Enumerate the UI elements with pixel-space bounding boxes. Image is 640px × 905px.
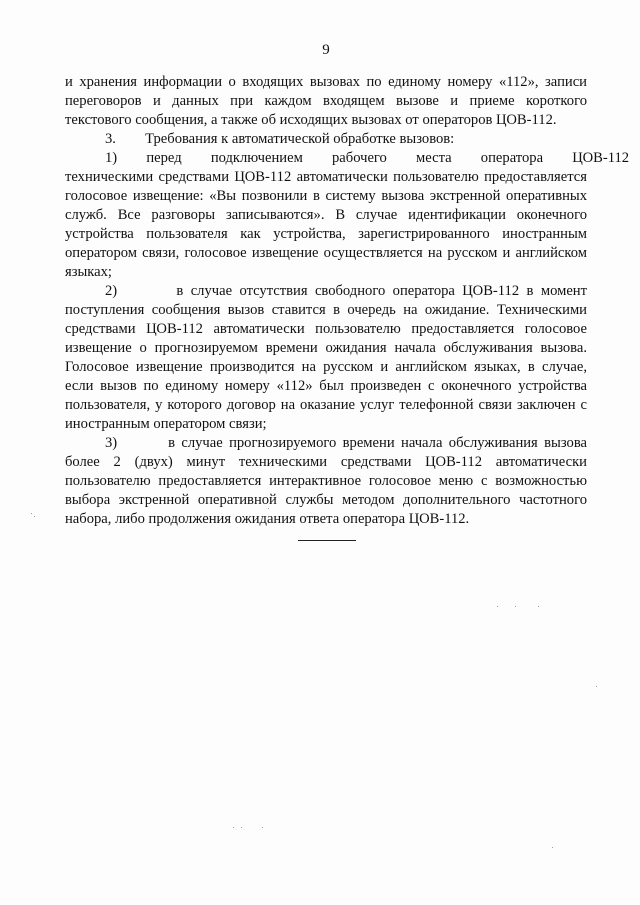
- text-line: средствами ЦОВ-112 автоматически пользователю предоставляется голосовое: [65, 321, 587, 337]
- text-line: служб. Все разговоры записываются». В случае идентификации оконечного: [65, 207, 587, 223]
- text-line: более 2 (двух) минут техническими средствами ЦОВ-112 автоматически: [65, 454, 587, 470]
- text-line: устройства пользователя как устройства, зарегистрированного иностранным: [65, 226, 587, 242]
- section-heading: 3. Требования к автоматической обработке вызовов:: [105, 131, 455, 147]
- text-line: текстового сообщения, а также об исходящих вызовах от операторов ЦОВ-112.: [65, 112, 557, 128]
- text-line: пользователя, у которого договор на оказание услуг телефонной связи заключен с: [65, 397, 587, 413]
- scan-speck: [241, 827, 242, 828]
- text-line: языках;: [65, 264, 112, 280]
- page-number: 9: [322, 42, 330, 58]
- scan-speck: [497, 606, 498, 607]
- scan-speck: [262, 827, 263, 828]
- scan-speck: [31, 513, 32, 514]
- text-line: выбора экстренной оперативной службы методом дополнительного частотного: [65, 492, 587, 508]
- scan-speck: [233, 827, 234, 828]
- text-line: набора, либо продолжения ожидания ответа оператора ЦОВ-112.: [65, 511, 470, 527]
- text-line: если вызов по единому номеру «112» был произведен с оконечного устройства: [65, 378, 587, 394]
- scan-speck: [538, 606, 539, 607]
- scan-speck: [596, 686, 597, 687]
- text-line: голосовое извещение: «Вы позвонили в систему вызова экстренной оперативных: [65, 188, 587, 204]
- scan-speck: [268, 508, 269, 509]
- text-line: переговоров и данных при каждом входящем вызове и приеме короткого: [65, 93, 587, 109]
- text-line: поступления сообщения вызов ставится в очередь на ожидание. Техническими: [65, 302, 587, 318]
- text-line: иностранным оператором связи;: [65, 416, 267, 432]
- text-line: оператором связи, голосовое извещение осуществляется на русском и английском: [65, 245, 587, 261]
- scan-speck: [34, 516, 35, 517]
- scan-speck: [515, 606, 516, 607]
- end-separator-line: [298, 540, 356, 541]
- text-line: техническими средствами ЦОВ-112 автоматически пользователю предоставляется: [65, 169, 587, 185]
- list-item-marker-line: 3) в случае прогнозируемого времени начала обслуживания вызова: [105, 435, 587, 451]
- list-item-marker-line: 2) в случае отсутствия свободного оператора ЦОВ-112 в момент: [105, 283, 587, 299]
- text-line: и хранения информации о входящих вызовах по единому номеру «112», записи: [65, 74, 587, 90]
- list-item-marker-line: 1) перед подключением рабочего места оператора ЦОВ-112: [105, 150, 630, 166]
- scan-speck: [552, 847, 553, 848]
- text-line: Голосовое извещение производится на русском и английском языках, в случае,: [65, 359, 587, 375]
- text-line: извещение о прогнозируемом времени ожидания начала обслуживания вызова.: [65, 340, 587, 356]
- text-line: пользователю предоставляется интерактивное голосовое меню с возможностью: [65, 473, 587, 489]
